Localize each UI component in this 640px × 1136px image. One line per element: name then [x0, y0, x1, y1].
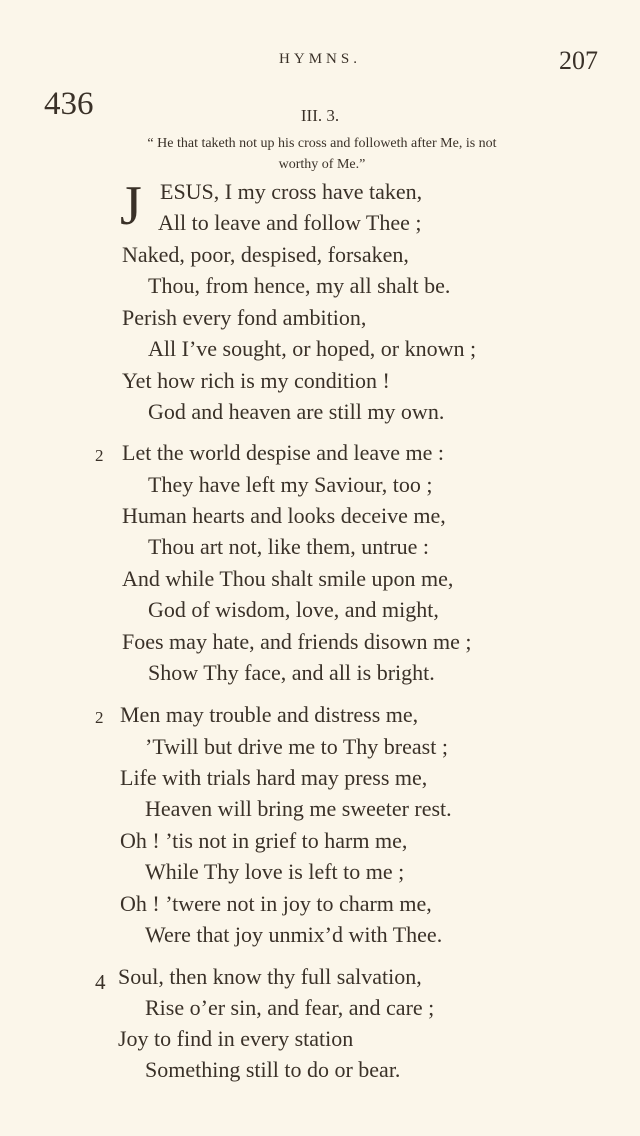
- verse-line: Joy to find in every station: [118, 1026, 354, 1051]
- verse-line: Something still to do or bear.: [145, 1057, 401, 1082]
- verse-line: Oh ! ’twere not in joy to charm me,: [120, 891, 432, 916]
- verse-line: God of wisdom, love, and might,: [148, 597, 439, 622]
- verse-line: Yet how rich is my condition !: [122, 368, 390, 393]
- verse-line: Show Thy face, and all is bright.: [148, 660, 435, 685]
- verse-line: Let the world despise and leave me :: [122, 440, 444, 465]
- stanza-number: 2: [95, 446, 104, 465]
- epigraph: [58, 133, 586, 175]
- verse-line: ESUS, I my cross have taken,: [160, 179, 423, 204]
- verse-line: All to leave and follow Thee ;: [158, 210, 422, 235]
- verse-line: Naked, poor, despised, forsaken,: [122, 242, 409, 267]
- verse-line: Thou art not, like them, untrue :: [148, 534, 430, 559]
- verse-line: Heaven will bring me sweeter rest.: [145, 796, 452, 821]
- verse-line: Human hearts and looks deceive me,: [122, 503, 446, 528]
- verse-line: All I’ve sought, or hoped, or known ;: [148, 336, 477, 361]
- epigraph-line: worthy of Me.”: [278, 157, 366, 172]
- verse-line: Thou, from hence, my all shalt be.: [148, 273, 451, 298]
- verse-line: God and heaven are still my own.: [148, 399, 445, 424]
- running-title: HYMNS.: [279, 51, 361, 67]
- stanza-number: 4: [95, 970, 106, 994]
- verse-line: While Thy love is left to me ;: [145, 859, 405, 884]
- hymn-meter: III. 3.: [300, 106, 340, 125]
- verse-line: They have left my Saviour, too ;: [148, 472, 433, 497]
- verse-line: Rise o’er sin, and fear, and care ;: [145, 995, 435, 1020]
- epigraph-line: “ He that taketh not up his cross and followeth after Me, is not: [147, 136, 497, 151]
- verse-line: Men may trouble and distress me,: [120, 702, 419, 727]
- hymn-number: 436: [44, 86, 94, 122]
- stanza-number: 2: [95, 708, 104, 727]
- page-number: 207: [559, 46, 598, 75]
- verse-line: Life with trials hard may press me,: [120, 765, 428, 790]
- verse-line: Perish every fond ambition,: [122, 305, 367, 330]
- verse-line: Soul, then know thy full salvation,: [118, 964, 422, 989]
- verse-line: And while Thou shalt smile upon me,: [122, 566, 454, 591]
- verse-line: Were that joy unmix’d with Thee.: [145, 922, 443, 947]
- verse-line: ’Twill but drive me to Thy breast ;: [145, 734, 448, 759]
- verse-line: Oh ! ’tis not in grief to harm me,: [120, 828, 408, 853]
- drop-cap: J: [120, 175, 142, 237]
- verse-line: Foes may hate, and friends disown me ;: [122, 629, 472, 654]
